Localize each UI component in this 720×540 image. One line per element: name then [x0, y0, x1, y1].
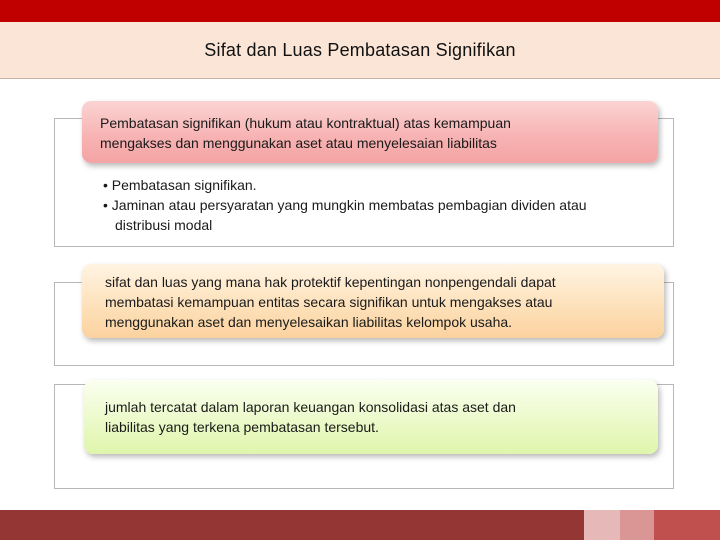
card-text-line: mengakses dan menggunakan aset atau menyelesaian liabilitas: [100, 135, 497, 151]
slide-title: Sifat dan Luas Pembatasan Signifikan: [204, 39, 516, 60]
footer-segment-medium: [620, 510, 654, 540]
bullet-item: • Jaminan atau persyaratan yang mungkin membatas pembagian dividen atau distribusi modal: [103, 195, 643, 235]
card-text-line: membatasi kemampuan entitas secara signifikan untuk mengakses atau: [105, 294, 553, 310]
card-text-line: sifat dan luas yang mana hak protektif kepentingan nonpengendali dapat: [105, 274, 556, 290]
card-text-line: jumlah tercatat dalam laporan keuangan konsolidasi atas aset dan: [105, 399, 516, 415]
bullet-item: • Pembatasan signifikan.: [103, 175, 643, 195]
footer-segment-dark: [0, 510, 584, 540]
footer-segment-light: [584, 510, 620, 540]
footer-segment-red: [654, 510, 720, 540]
footer-bar: [0, 510, 720, 540]
heading-card-restrictions: [82, 101, 658, 163]
bullet-list: [103, 175, 643, 235]
title-band: [0, 22, 720, 79]
top-accent-bar: [0, 0, 720, 22]
card-text-line: menggunakan aset dan menyelesaikan liabilitas kelompok usaha.: [105, 314, 513, 330]
card-text-line: liabilitas yang terkena pembatasan tersebut.: [105, 419, 379, 435]
card-carrying-amount: [84, 380, 658, 454]
card-text-line: Pembatasan signifikan (hukum atau kontraktual) atas kemampuan: [100, 115, 511, 131]
card-protective-rights: [82, 264, 664, 338]
